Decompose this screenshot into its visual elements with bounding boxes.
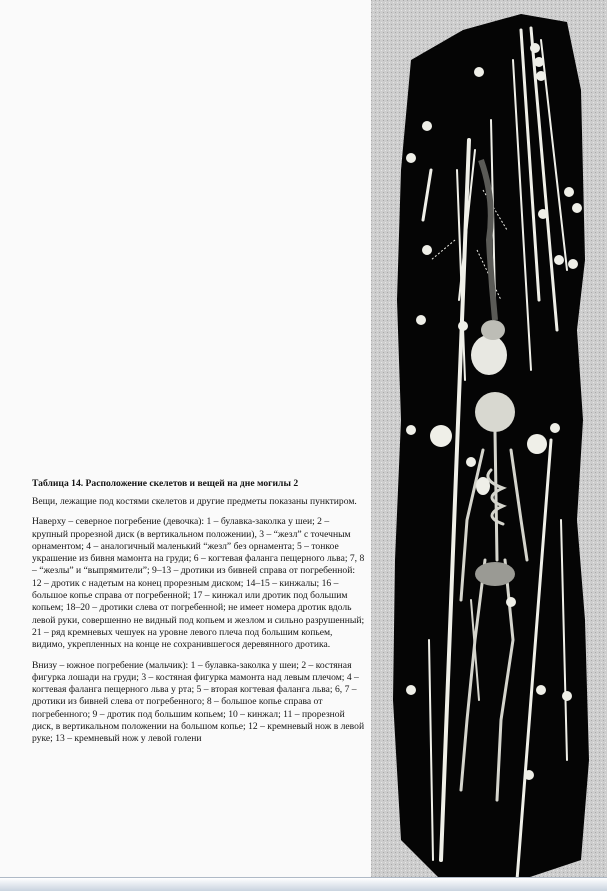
scan-bottom-edge (0, 877, 607, 891)
caption-south-burial: Внизу – южное погребение (мальчик): 1 – булавка-заколка у шеи; 2 – костяная фигурка лошади на груди; 3 – костяная фигурка мамонта над левым плечом; 4 – когтевая фаланга пещерного льва у рта; 5 – вторая когтевая фаланга льва; 6, 7 – дротики из бивней слева от погребенного; 8 – большое копье справа от погребенного; 9 – дротик под большим копьем; 10 – кинжал; 11 – прорезной диск, в вертикальном положении на большом копье; 12 – кремневый нож в левой руке; 13 – кремневый нож у левой голени (32, 659, 365, 745)
figure-caption (32, 478, 366, 754)
caption-intro: Вещи, лежащие под костями скелетов и другие предметы показаны пунктиром. (32, 496, 357, 507)
caption-north-burial: Наверху – северное погребение (девочка): 1 – булавка-заколка у шеи; 2 – крупный прорезной диск (в вертикальном положении), 3 – “жезл” с точечным орнаментом; 4 – аналогичный маленький “жезл” без орнамента; 5 – тонкое украшение из бивня мамонта на груди; 6 – когтевая фаланга пещерного льва; 7, 8 – “жезлы” и “выпрямители”; 9–13 – дротики из бивней справа от погребенной: 12 – дротик с надетым на конец прорезным диском; 14–15 – кинжалы; 16 – большое копье справа от погребенной; 17 – кинжал или дротик под большим копьем; 18–20 – дротики слева от погребенной; не имеет номера дротик вдоль левой руки, совершенно не видный под копьем и жезлом и сильно разрушенный; 21 – ряд кремневых чешуек на уровне левого плеча под большим копьем, видимо, укрепленных на конце не сохранившегося деревянного дротика. (32, 516, 365, 651)
caption-title: Таблица 14. Расположение скелетов и вещей на дне могилы 2 (32, 478, 299, 489)
grave-photograph (371, 0, 607, 880)
grave-plan-image (371, 0, 607, 880)
